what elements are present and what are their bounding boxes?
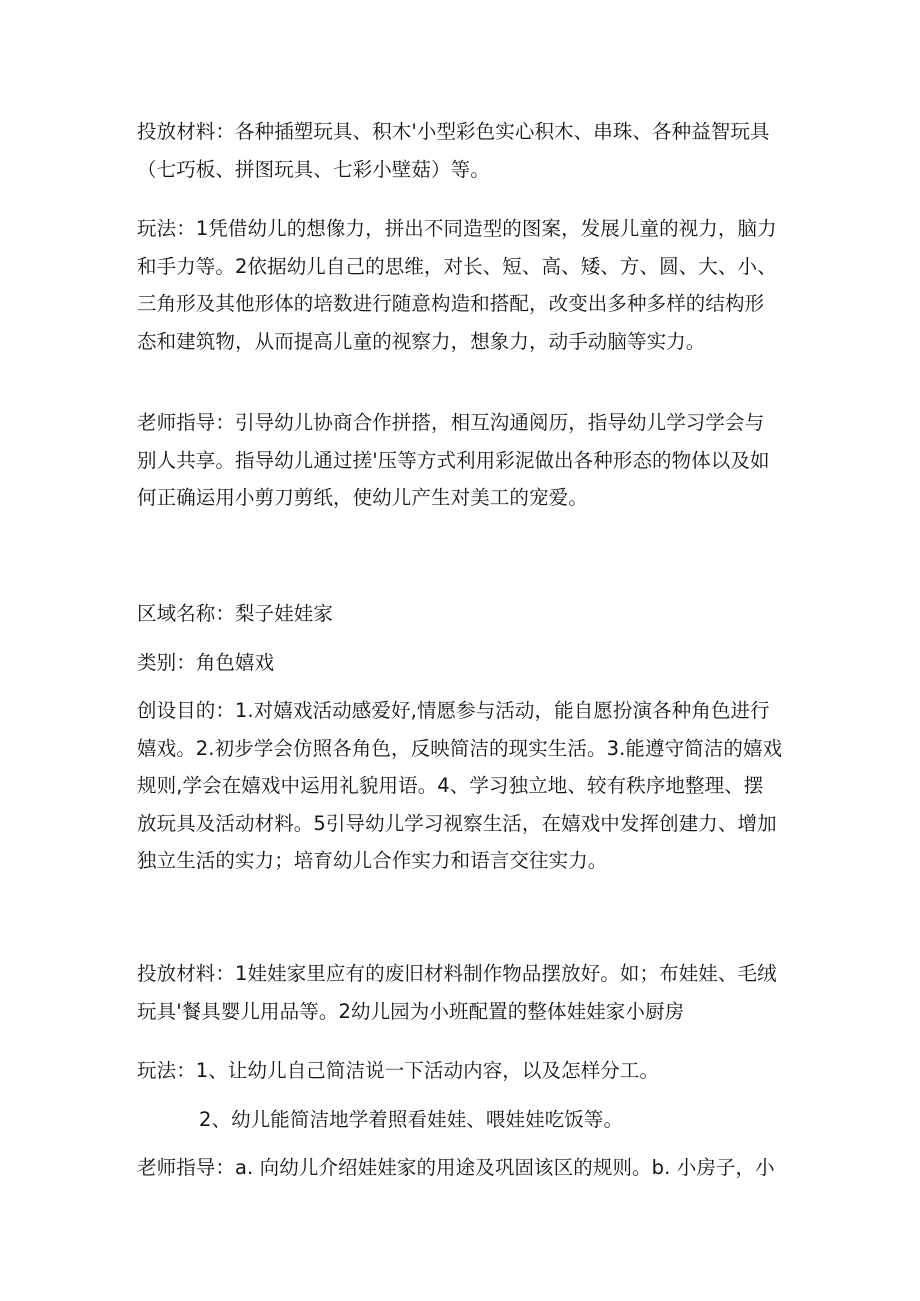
text-line: 别人共享。指导幼儿通过搓'压等方式利用彩泥做出各种形态的物体以及如: [137, 448, 770, 472]
play-method-step-2: 2、幼儿能简洁地学着照看娃娃、喂娃娃吃饭等。: [199, 1108, 624, 1131]
text-line: 投放材料：各种插塑玩具、积木'小型彩色实心积木、串珠、各种益智玩具: [137, 120, 770, 143]
text-line: （七巧板、拼图玩具、七彩小壁菇）等。: [137, 157, 490, 181]
area-name: 区域名称：梨子娃娃家: [137, 602, 334, 625]
text-line: 何正确运用小剪刀剪纸，使幼儿产生对美工的宠爱。: [137, 486, 588, 509]
text-line: 独立生活的实力；培育幼儿合作实力和语言交往实力。: [137, 849, 608, 872]
materials-paragraph-2: [137, 955, 785, 1030]
play-method-paragraph-1: [137, 210, 785, 360]
teacher-guide-paragraph-1: [137, 404, 785, 517]
text-line: 规则,学会在嬉戏中运用礼貌用语。4、学习独立地、较有秩序地整理、摆: [137, 774, 764, 797]
text-line: 投放材料：1娃娃家里应有的废旧材料制作物品摆放好。如；布娃娃、毛绒: [137, 962, 777, 985]
teacher-guide-line: 老师指导：a. 向幼儿介绍娃娃家的用途及巩固该区的规则。b. 小房子，小: [137, 1156, 775, 1179]
purpose-paragraph: [137, 692, 785, 880]
text-line: 和手力等。2依据幼儿自己的思维，对长、短、高、矮、方、圆、大、小、: [137, 254, 777, 278]
text-line: 创设目的：1.对嬉戏活动感爱好,情愿参与活动，能自愿扮演各种角色进行: [137, 699, 770, 722]
text-line: 三角形及其他形体的培数进行随意构造和搭配，改变出多种多样的结构形: [137, 292, 765, 315]
text-line: 老师指导：引导幼儿协商合作拼搭，相互沟通阅历，指导幼儿学习学会与: [137, 411, 765, 434]
text-line: 玩法：1凭借幼儿的想像力，拼出不同造型的图案，发展儿童的视力，脑力: [137, 217, 777, 240]
play-method-step-1: 玩法：1、让幼儿自己简洁说一下活动内容，以及怎样分工。: [137, 1059, 660, 1082]
text-line: 玩具'餐具婴儿用品等。2幼儿园为小班配置的整体娃娃家小厨房: [137, 999, 685, 1023]
category: 类别：角色嬉戏: [137, 651, 275, 674]
text-line: 放玩具及活动材料。5引导幼儿学习视察生活，在嬉戏中发挥创建力、增加: [137, 811, 777, 835]
materials-paragraph-1: [137, 113, 785, 188]
text-line: 态和建筑物，从而提高儿童的视察力，想象力，动手动脑等实力。: [137, 329, 706, 353]
text-line: 嬉戏。2.初步学会仿照各角色，反映简洁的现实生活。3.能遵守简洁的嬉戏: [137, 736, 783, 760]
